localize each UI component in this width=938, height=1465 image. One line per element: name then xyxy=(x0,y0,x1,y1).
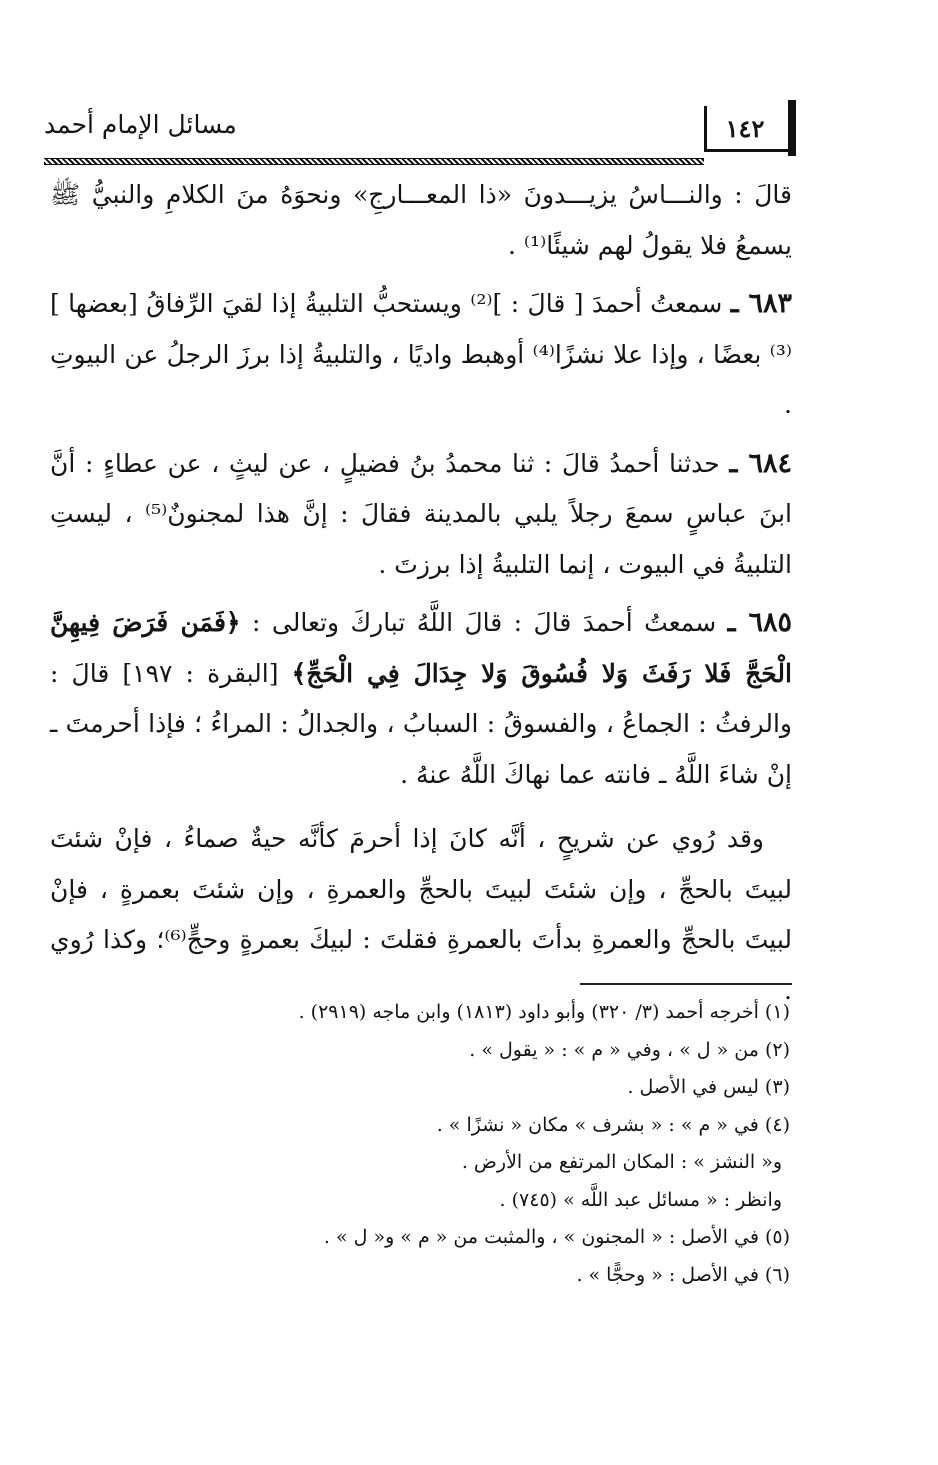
footnote-4: (٤) في « م » : « بشرف » مكان « نشزًا » . xyxy=(436,1113,790,1136)
footnote-4-reference: وانظر : « مسائل عبد اللَّه » (٧٤٥) . xyxy=(499,1188,782,1211)
footnote-2: (٢) من « ل » ، وفي « م » : « يقول » . xyxy=(469,1038,790,1061)
paragraph-text: سمعتُ أحمدَ قالَ : قالَ اللَّهُ تباركَ وتعالى : xyxy=(240,608,728,637)
page-number-box xyxy=(704,106,796,152)
issue-number: ٦٨٤ ـ xyxy=(729,447,793,479)
paragraph-683 xyxy=(50,279,792,431)
paragraph-text: قالَ : والنـــاسُ يزيـــدونَ «ذا المعـــارجِ» ونحوَهُ منَ الكلامِ والنبيُّ ﷺ يسمعُ فلا يقولُ لهم شيئًا⁽¹⁾ . xyxy=(50,180,792,260)
footnote-3: (٣) ليس في الأصل . xyxy=(627,1076,790,1098)
paragraph-text: [البقرة : ١٩٧] قالَ : والرفثُ : الجماعُ ، والفسوقُ : السبابُ ، والجدالُ : المراءُ ؛ فإذا أحرمتَ ـ إنْ شاءَ اللَّهُ ـ فانته عما نهاكَ اللَّهُ عنهُ . xyxy=(50,658,792,789)
footnote-6: (٦) في الأصل : « وحجًّا » . xyxy=(576,1263,790,1286)
page-number: ١٤٢ xyxy=(725,114,765,143)
page-header xyxy=(44,98,796,166)
footnotes xyxy=(150,994,790,1294)
issue-number: ٦٨٣ ـ xyxy=(730,288,793,319)
issue-number: ٦٨٥ ـ xyxy=(727,607,793,638)
paragraph-685 xyxy=(50,598,792,800)
quran-verse: ﴿فَمَن فَرَضَ فِيهِنَّ الْحَجَّ فَلا رَفَثَ وَلا فُسُوقَ وَلا جِدَالَ فِي الْحَجِّ﴾ xyxy=(50,608,792,688)
paragraph-684 xyxy=(50,439,792,591)
footnote-4-note: و« النشز » : المكان المرتفع من الأرض . xyxy=(461,1151,782,1173)
footnote-5: (٥) في الأصل : « المجنون » ، والمثبت من « م » و« ل » . xyxy=(323,1226,790,1248)
header-rule xyxy=(44,158,704,165)
main-text xyxy=(50,170,792,1024)
paragraph-text: وقد رُوي عن شريحٍ ، أنَّه كانَ إذا أحرمَ كأنَّه حيةٌ صماءُ ، فإنْ شئتَ لبيتَ بالحجِّ ، وإن شئتَ لبيتَ بالحجِّ والعمرةِ ، وإن شئتَ بعمرةٍ ، فإنْ لبيتَ بالحجِّ والعمرةِ بدأتَ بالعمرةِ فقلتَ : لبيكَ بعمرةٍ وحجٍّ⁽⁶⁾؛ وكذا رُوي . xyxy=(50,824,792,1005)
paragraph-shurayh xyxy=(50,814,792,1016)
paragraph-intro xyxy=(50,170,792,271)
paragraph-text: سمعتُ أحمدَ [ قالَ : ]⁽²⁾ ويستحبُّ التلبيةُ إذا لقيَ الرِّفاقُ [بعضها ]⁽³⁾ بعضًا ، وإذا علا نشزًا⁽⁴⁾ أوهبط واديًا ، والتلبيةُ إذا برزَ الرجلُ عن البيوتِ . xyxy=(50,289,792,419)
footnote-1: (١) أخرجه أحمد (٣/ ٣٢٠) وأبو داود (١٨١٣) وابن ماجه (٢٩١٩) . xyxy=(298,1001,790,1023)
running-title: مسائل الإمام أحمد xyxy=(44,110,237,139)
footnote-separator xyxy=(580,983,792,985)
paragraph-text: حدثنا أحمدُ قالَ : ثنا محمدُ بنُ فضيلٍ ، عن ليثٍ ، عن عطاءٍ : أنَّ ابنَ عباسٍ سمعَ رجلاً يلبي بالمدينة فقالَ : إنَّ هذا لمجنونٌ⁽⁵⁾ ، ليستِ التلبيةُ في البيوت ، إنما التلبيةُ إذا برزتَ . xyxy=(50,448,792,579)
